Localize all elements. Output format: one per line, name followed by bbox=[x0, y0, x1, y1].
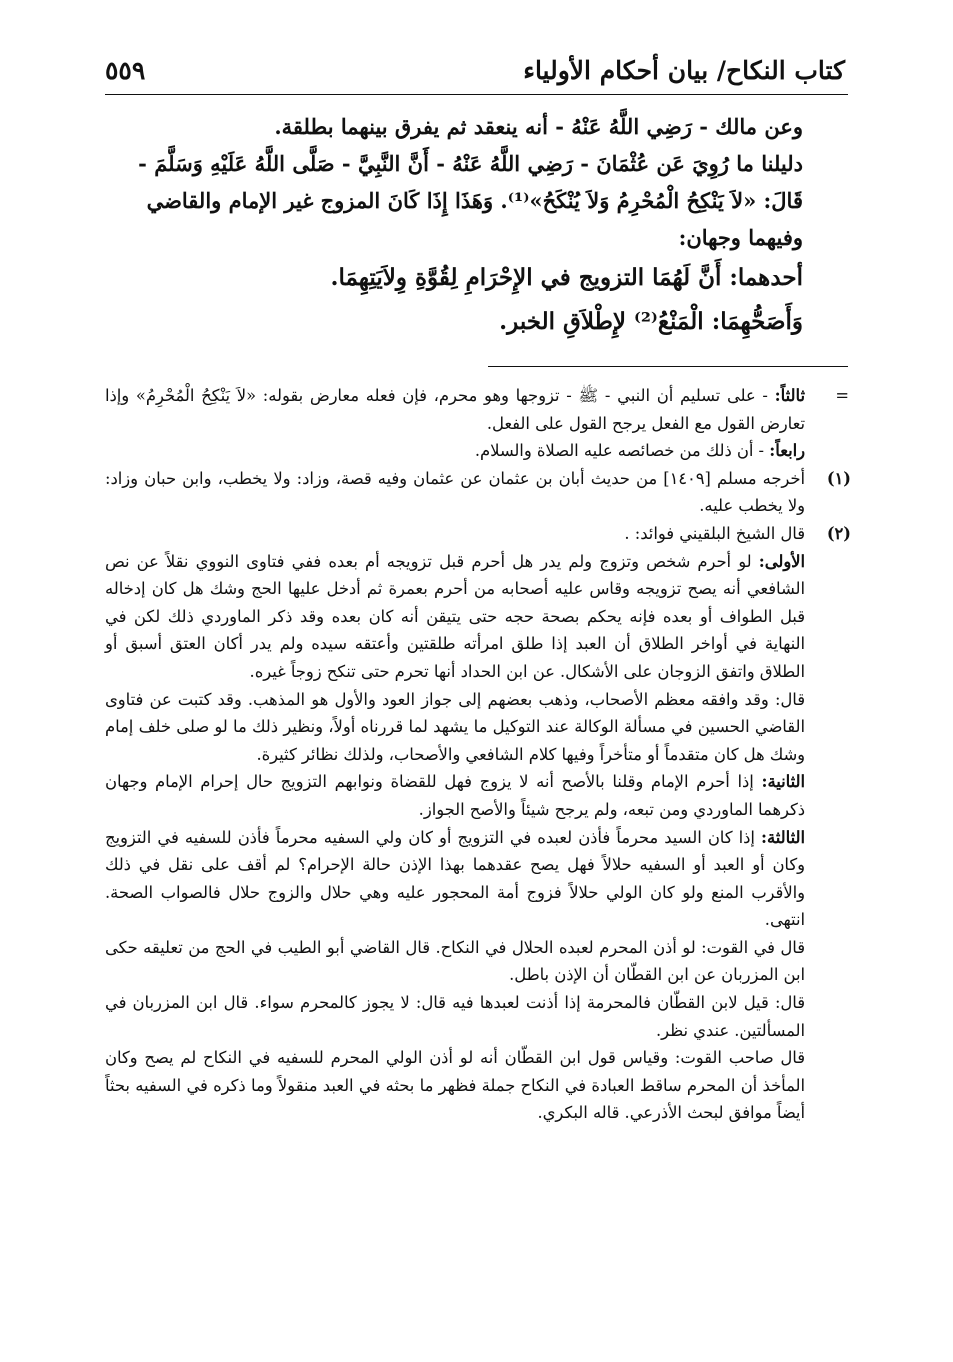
footnote-label: الثالثة: bbox=[761, 827, 805, 847]
page-number: ٥٥٩ bbox=[105, 55, 146, 85]
main-paragraph: دليلنا ما رُوِيَ عَن عُثْمَانَ - رَضِي اللَّهُ عَنْهُ - أَنَّ النَّبِيَّ - صَلَّى اللَّهُ عَلَيْهِ وَسَلَّمَ - قَالَ: «لاَ يَنْكِحُ الْمُحْرِمُ وَلاَ يُنْكَحُ»⁽¹⁾. وَهَذَا إِذَا كَانَ المزوج غير الإمام والقاضي وفيهما وجهان: bbox=[138, 151, 803, 250]
footnote-number: (٢) bbox=[826, 523, 851, 543]
footnote-2 bbox=[105, 520, 851, 1127]
footnote-text: أخرجه مسلم [١٤٠٩] من حديث أبان بن عثمان عن عثمان وفيه قصة، وزاد: ولا يخطب، وابن حبان وزاد: ولا يخطب عليه. bbox=[105, 468, 805, 516]
paragraph-text: أَنَّ لَهُمَا التزويج في الإِحْرَامِ لِقُوَّةِ وِلاَيَتِهِمَا. bbox=[330, 264, 722, 291]
footnote-label: ثالثاً: bbox=[774, 386, 805, 405]
footnote-rule bbox=[488, 366, 848, 367]
footnote-paragraph bbox=[105, 686, 805, 769]
footnote-paragraph bbox=[105, 1044, 805, 1127]
footnote-label: رابعاً: bbox=[769, 441, 805, 461]
footnote-text: قال: قيل لابن القطّان فالمحرمة إذا أذنت لعبدها فيه قال: لا يجوز كالمحرم سواء. قال ابن المزربان في المسألتين. عندي نظر. bbox=[105, 993, 805, 1040]
footnote-label: الثانية: bbox=[761, 772, 805, 792]
footnote-paragraph bbox=[105, 437, 805, 465]
main-paragraph: وعن مالك - رَضِي اللَّهُ عَنْهُ - أنه ينعقد ثم يفرق بينهما بطلقة. bbox=[274, 114, 803, 139]
main-text bbox=[105, 108, 845, 344]
paragraph-text: الْمَنْعُ⁽²⁾ لإِطْلاَقِ الخبر. bbox=[499, 308, 704, 335]
footnote-label: الأولى: bbox=[758, 551, 805, 571]
footnote-paragraph bbox=[105, 824, 805, 934]
footnote-paragraph bbox=[105, 382, 805, 437]
footnote-text: - أن ذلك من خصائصه عليه الصلاة والسلام. bbox=[474, 441, 765, 461]
footnote-1 bbox=[105, 465, 851, 520]
continuation-marker: = bbox=[835, 386, 849, 405]
footnote-text: قال صاحب القوت: وقياس قول ابن القطّان أنه لو أذن الولي المحرم للسفيه في النكاح لم يصح وكان المأخذ أن المحرم ساقط العبادة في النكاح جملة فظهر ما بحثه في العبد منقولاً وما ذكره في السفيه بحثاً أيضاً موافق لبحث الأذرعي. قاله البكري. bbox=[105, 1048, 805, 1123]
footnote-text: لو أحرم شخص وتزوج ولم يدر هل أحرم قبل تزويجه أم بعده ففي فتاوى النووي نقلاً عن نص الشافعي أنه يصح تزويجه وقاس عليه أصحابه من أحرم بعمرة ثم أدخل عليها الحج وشك هل كان إدخاله قبل الطواف أو بعده فإنه يحكم بصحة حجه حتى يتيقن أنه كان بعده وقد ذكر الماوردي ذلك لكن في النهاية في أواخر الطلاق أن العبد إذا طلق امرأته طلقتين وأعتقه سيده ولم يدر أكان العتق أسبق أو الطلاق واتفق الزوجان على الأشكال. عن ابن الحداد أنها تحرم حتى تنكح زوجاً غيره. bbox=[105, 551, 805, 681]
footnote-text: إذا كان السيد محرماً فأذن لعبده في التزويج أو كان ولي السفيه محرماً فأذن للسفيه في التزويج وكان أو العبد أو السفيه حلالاً فهل يصح عقدهما بهذا الإذن حالة الإحرام؟ لم أقف على نقل في ذلك والأقرب المنع ولو كان الولي حلالاً فزوج أمة المحجور عليه وهي حلال والزوج حلال فالصواب الصحة. انتهى. bbox=[105, 827, 805, 930]
footnote-continuation bbox=[105, 382, 849, 465]
chapter-title: كتاب النكاح/ بيان أحكام الأولياء bbox=[523, 55, 845, 85]
main-paragraph bbox=[105, 300, 845, 344]
running-header bbox=[105, 50, 845, 90]
paragraph-label: أحدهما: bbox=[729, 264, 803, 291]
footnotes bbox=[105, 382, 851, 1127]
footnote-text: قال في القوت: لو أذن المحرم لعبده الحلال في النكاح. قال القاضي أبو الطيب في الحج من تعليقه حكى ابن المزربان عن ابن القطّان أن الإذن باطل. bbox=[105, 937, 805, 985]
footnote-paragraph bbox=[105, 768, 805, 823]
footnote-number: (١) bbox=[826, 468, 851, 488]
header-rule bbox=[105, 94, 848, 95]
footnote-paragraph bbox=[105, 989, 805, 1044]
paragraph-label: وَأَصَحُّهِمَا: bbox=[711, 308, 803, 335]
footnote-text: - على تسليم أن النبي - ﷺ - تزوجها وهو محرم، فإن فعله معارض بقوله: «لاَ يَنْكِحُ الْمُحْرِمُ» وإذا تعارض القول مع الفعل يرجح القول على الفعل. bbox=[105, 386, 805, 433]
footnote-intro: قال الشيخ البلقيني فوائد: . bbox=[624, 523, 805, 543]
footnote-text: إذا أحرم الإمام وقلنا بالأصح أنه لا يزوج فهل للقضاة ونوابهم التزويج حال إحرام الإمام وجهان ذكرهما الماوردي ومن تبعه، ولم يرجح شيئاً والأصح الجواز. bbox=[105, 772, 805, 819]
footnote-text: قال: وقد وافقه معظم الأصحاب، وذهب بعضهم إلى جواز العود والأول هو المذهب. وقد كتبت عن فتاوى القاضي الحسين في مسألة الوكالة عند التوكيل ما يشهد لما قررناه أولاً، ونظير ذلك ما لو صلى خلف إمام وشك هل كان متقدماً أو متأخراً وفيها كلام الشافعي والأصحاب، ولذلك نظائر كثيرة. bbox=[105, 689, 805, 764]
footnote-paragraph bbox=[105, 934, 805, 989]
main-paragraph bbox=[105, 256, 845, 300]
footnote-paragraph bbox=[105, 548, 805, 686]
